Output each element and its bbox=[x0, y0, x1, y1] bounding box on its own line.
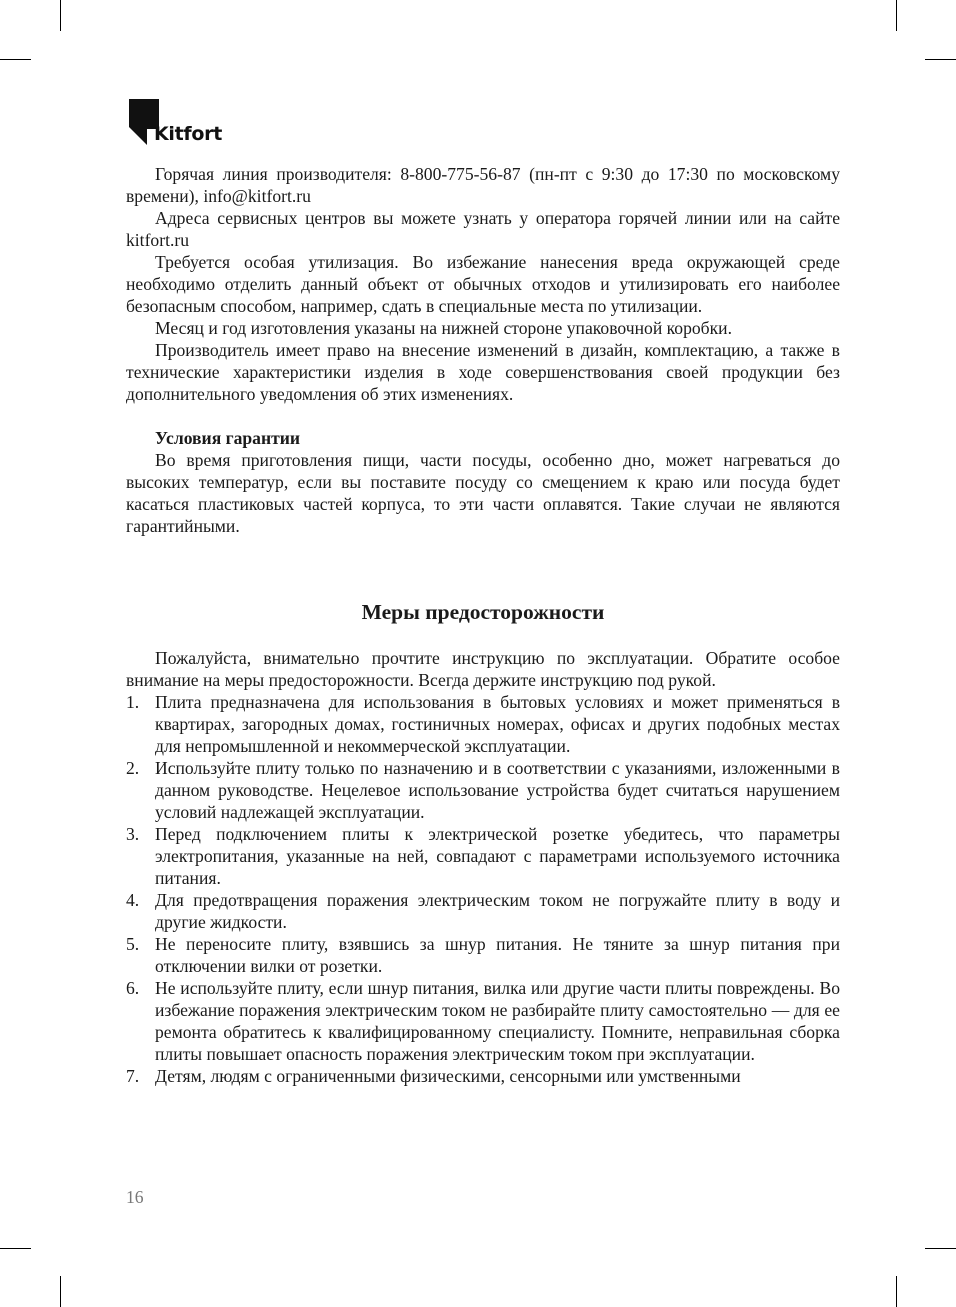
list-item bbox=[126, 757, 840, 823]
crop-mark bbox=[60, 1276, 61, 1307]
hotline-paragraph: Горячая линия производителя: 8-800-775-56-87 (пн-пт с 9:30 до 17:30 по московскому времени), info@kitfort.ru bbox=[126, 164, 840, 206]
list-item bbox=[126, 933, 840, 977]
list-item-text: Детям, людям с ограниченными физическими, сенсорными или умственными bbox=[155, 1066, 741, 1086]
spacer bbox=[126, 405, 840, 427]
list-item bbox=[126, 889, 840, 933]
list-item-number: 1. bbox=[126, 692, 140, 712]
brand-logo bbox=[127, 99, 227, 147]
list-item-number: 4. bbox=[126, 890, 140, 910]
crop-mark bbox=[60, 0, 61, 31]
warranty-heading: Условия гарантии bbox=[155, 428, 301, 448]
precautions-intro: Пожалуйста, внимательно прочтите инструкцию по эксплуатации. Обратите особое внимание на меры предосторожности. Всегда держите инструкцию под рукой. bbox=[126, 648, 840, 690]
list-item-text: Плита предназначена для использования в бытовых условиях и может применяться в квартирах, загородных домах, гостиничных номерах, офисах и других подобных местах для непромышленной и некоммерческой эксплуатации. bbox=[155, 692, 840, 756]
list-item-text: Не используйте плиту, если шнур питания, вилка или другие части плиты повреждены. Во избежание поражения электрическим током не разбирайте плиту самостоятельно — для ее ремонта обратитесь к квалифицированному специалисту. Помните, неправильная сборка плиты повышает опасность поражения электрическим током при эксплуатации. bbox=[155, 978, 840, 1064]
list-item-number: 5. bbox=[126, 934, 140, 954]
precautions-list bbox=[126, 691, 840, 1087]
list-item-text: Используйте плиту только по назначению и в соответствии с указаниями, изложенными в данном руководстве. Нецелевое использование устройства будет считаться нарушением условий надлежащей эксплуатации. bbox=[155, 758, 840, 822]
page-content bbox=[126, 163, 840, 1087]
list-item-number: 6. bbox=[126, 978, 140, 998]
list-item-number: 7. bbox=[126, 1066, 140, 1086]
list-item bbox=[126, 977, 840, 1065]
precautions-title: Меры предосторожности bbox=[361, 600, 605, 624]
list-item bbox=[126, 1065, 840, 1087]
list-item-text: Не переносите плиту, взявшись за шнур питания. Не тяните за шнур питания при отключении вилки от розетки. bbox=[155, 934, 840, 976]
crop-mark bbox=[896, 0, 897, 31]
list-item bbox=[126, 691, 840, 757]
brand-name: Kitfort bbox=[154, 123, 222, 145]
spacer bbox=[126, 537, 840, 599]
list-item-number: 2. bbox=[126, 758, 140, 778]
crop-mark bbox=[0, 1248, 31, 1249]
manufacturer-rights-paragraph: Производитель имеет право на внесение изменений в дизайн, комплектацию, а также в технические характеристики изделия в ходе совершенствования своей продукции без дополнительного уведомления об этих изменениях. bbox=[126, 340, 840, 404]
page-number: 16 bbox=[126, 1187, 144, 1207]
crop-mark bbox=[896, 1276, 897, 1307]
list-item bbox=[126, 823, 840, 889]
manufacture-date-paragraph: Месяц и год изготовления указаны на нижней стороне упаковочной коробки. bbox=[155, 318, 732, 338]
crop-mark bbox=[0, 59, 31, 60]
list-item-number: 3. bbox=[126, 824, 140, 844]
spacer bbox=[126, 625, 840, 647]
crop-mark bbox=[925, 59, 956, 60]
list-item-text: Для предотвращения поражения электрическим током не погружайте плиту в воду и другие жидкости. bbox=[155, 890, 840, 932]
crop-mark bbox=[925, 1248, 956, 1249]
service-centers-paragraph: Адреса сервисных центров вы можете узнать у оператора горячей линии или на сайте kitfort.ru bbox=[126, 208, 840, 250]
list-item-text: Перед подключением плиты к электрической розетке убедитесь, что параметры электропитания, указанные на ней, совпадают с параметрами используемого источника питания. bbox=[155, 824, 840, 888]
warranty-text: Во время приготовления пищи, части посуды, особенно дно, может нагреваться до высоких температур, если вы поставите посуду со смещением к краю или посуда будет касаться пластиковых частей корпуса, то эти части оплавятся. Такие случаи не являются гарантийными. bbox=[126, 450, 840, 536]
disposal-paragraph: Требуется особая утилизация. Во избежание нанесения вреда окружающей среде необходимо отделить данный объект от обычных отходов и утилизировать его наиболее безопасным способом, например, сдать в специальные места по утилизации. bbox=[126, 252, 840, 316]
